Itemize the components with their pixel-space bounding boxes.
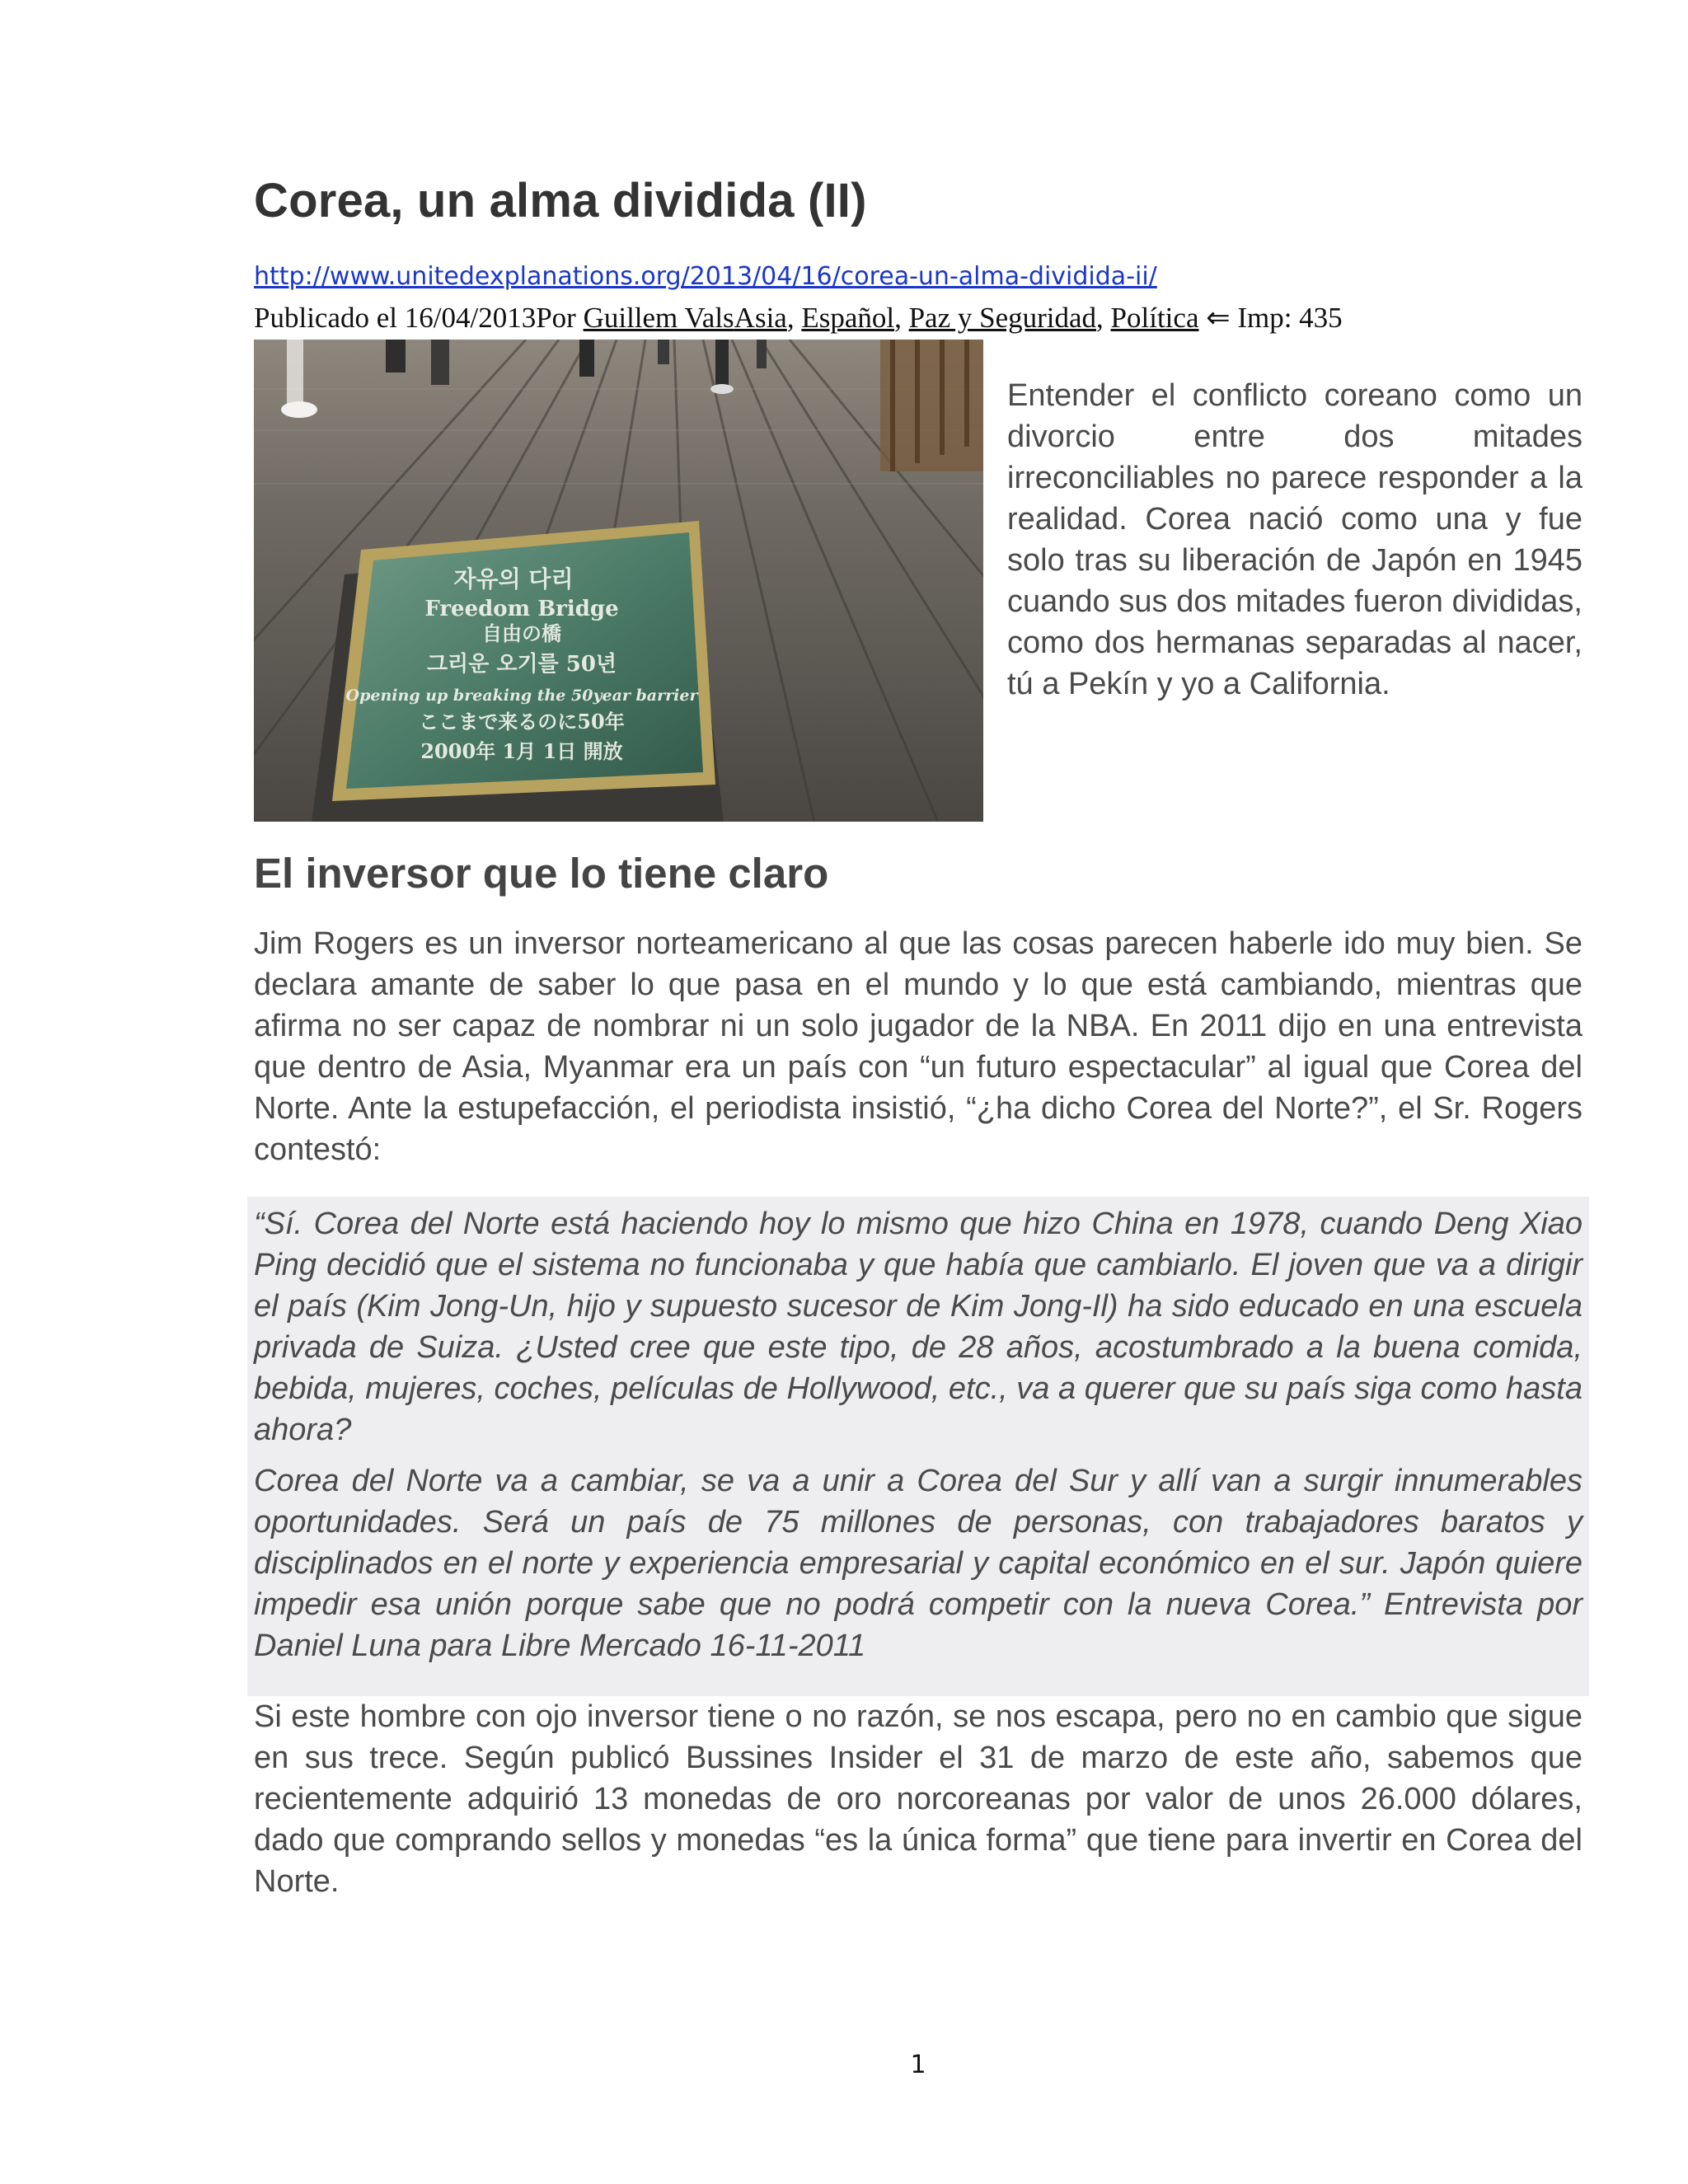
plaque-text: 2000年 1月 1日 開放 <box>420 739 623 763</box>
category-link-paz-y-seguridad[interactable]: Paz y Seguridad <box>908 302 1097 334</box>
arrow-icon: ⇐ <box>1198 302 1238 334</box>
plaque-text: Opening up breaking the 50year barrier <box>345 687 698 705</box>
article-photo <box>254 340 983 822</box>
category-link-politica[interactable]: Política <box>1110 302 1199 334</box>
article-url-link[interactable]: http://www.unitedexplanations.org/2013/04/16/corea-un-alma-dividida-ii/ <box>254 262 1157 291</box>
plaque-text: 그리운 오기를 50년 <box>426 652 617 677</box>
page-number: 1 <box>910 2050 926 2079</box>
plaque-text: Freedom Bridge <box>424 597 619 621</box>
byline <box>254 302 1343 335</box>
body-paragraph: Si este hombre con ojo inversor tiene o no razón, se nos escapa, pero no en cambio que sigue en sus trece. Según publicó Bussines Insider el 31 de marzo de este año, sabemos que recientemente adquirió 13 monedas de oro norcoreanas por valor de unos 26.000 dólares, dado que comprando sellos y monedas “es la única forma” que tiene para invertir en Corea del Norte. <box>254 1699 1582 1899</box>
quote-paragraph: Corea del Norte va a cambiar, se va a unir a Corea del Sur y allí van a surgir innumerables oportunidades. Será un país de 75 millones de personas, con trabajadores baratos y disciplinados en el norte y experiencia empresarial y capital económico en el sur. Japón quiere impedir esa unión porque sabe que no podrá competir con la nueva Corea.” Entrevista por Daniel Luna para Libre Mercado 16-11-2011 <box>254 1464 1582 1663</box>
category-separator: , <box>1096 302 1111 334</box>
category-link-asia[interactable]: Asia <box>734 302 787 334</box>
plaque-text: 自由の橋 <box>482 621 561 645</box>
plaque-text: 자유의 다리 <box>453 565 574 593</box>
category-link-espanol[interactable]: Español <box>801 302 895 334</box>
author-link[interactable]: Guillem Vals <box>583 302 734 334</box>
category-separator: , <box>786 302 802 334</box>
article-title: Corea, un alma dividida (II) <box>254 174 867 227</box>
intro-paragraph: Entender el conflicto coreano como un divorcio entre dos mitades irreconciliables no parece responder a la realidad. Corea nació como una y fue solo tras su liberación de Japón en 1945 cuando sus dos mitades fueron divididas, como dos hermanas separadas al nacer, tú a Pekín y yo a California. <box>1007 378 1582 701</box>
published-date-label: Publicado el 16/04/2013Por <box>254 302 584 334</box>
section-heading: El inversor que lo tiene claro <box>254 850 829 897</box>
impression-count: Imp: 435 <box>1237 302 1343 334</box>
quote-paragraph: “Sí. Corea del Norte está haciendo hoy lo mismo que hizo China en 1978, cuando Deng Xiao Ping decidió que el sistema no funcionaba y que había que cambiarlo. El joven que va a dirigir el país (Kim Jong-Un, hijo y supuesto sucesor de Kim Jong-Il) ha sido educado en una escuela privada de Suiza. ¿Usted cree que este tipo, de 28 años, acostumbrado a la buena comida, bebida, mujeres, coches, películas de Hollywood, etc., va a querer que su país siga como hasta ahora? <box>254 1207 1582 1447</box>
body-paragraph: Jim Rogers es un inversor norteamericano al que las cosas parecen haberle ido muy bien. Se declara amante de saber lo que pasa en el mundo y lo que está cambiando, mientras que afirma no ser capaz de nombrar ni un solo jugador de la NBA. En 2011 dijo en una entrevista que dentro de Asia, Myanmar era un país con “un futuro espectacular” al igual que Corea del Norte. Ante la estupefacción, el periodista insistió, “¿ha dicho Corea del Norte?”, el Sr. Rogers contestó: <box>254 926 1582 1167</box>
plaque-text: ここまで来るのに50年 <box>419 710 625 733</box>
category-separator: , <box>894 302 909 334</box>
freedom-bridge-plaque-image <box>254 340 983 822</box>
